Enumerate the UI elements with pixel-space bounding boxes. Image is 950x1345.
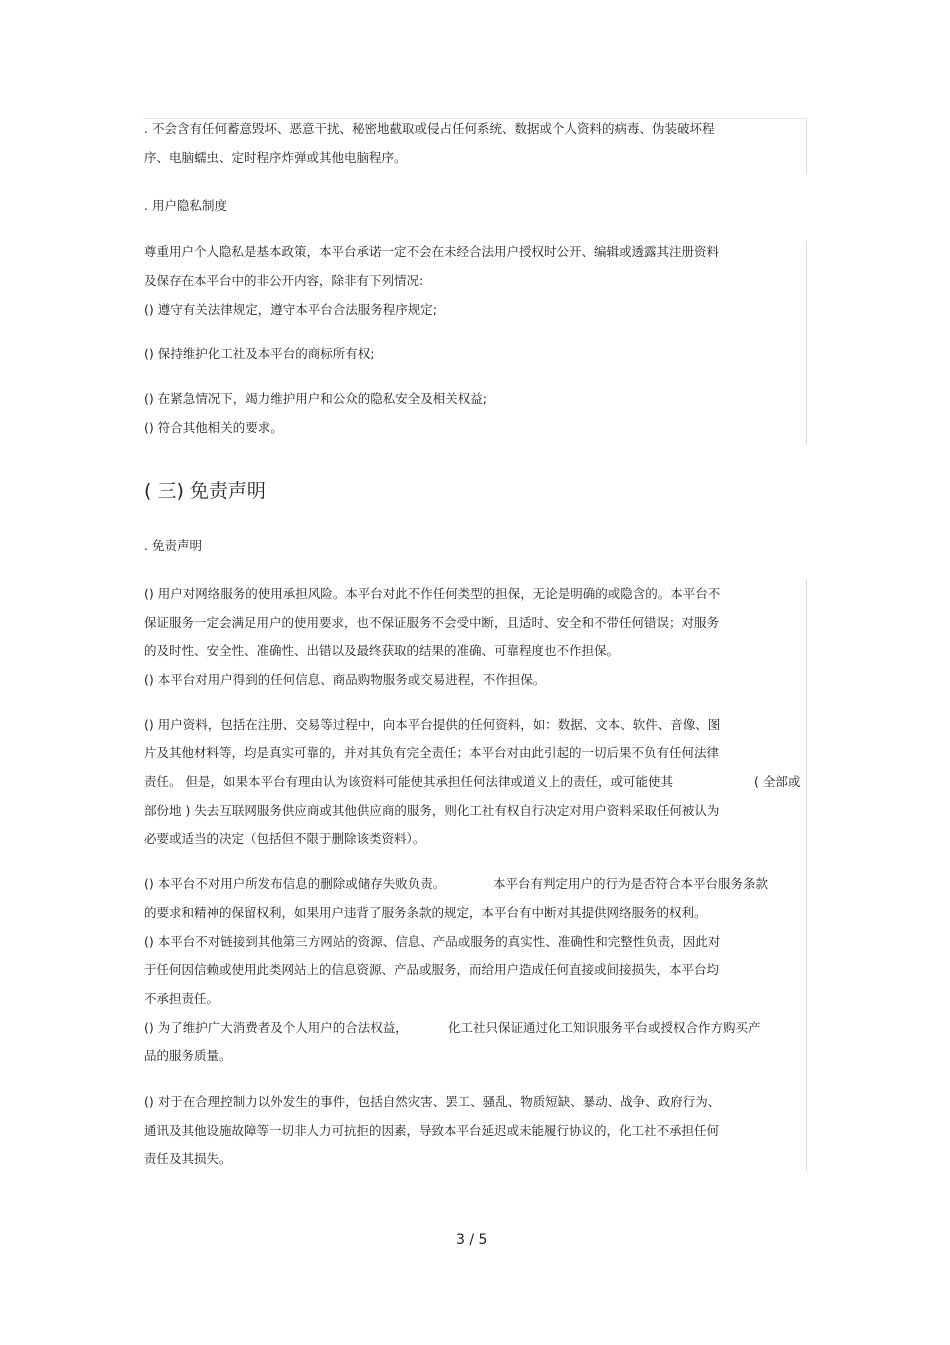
body-line: 及保存在本平台中的非公开内容，除非有下列情况: <box>144 273 424 288</box>
body-line: 的要求和精神的保留权利，如果用户违背了服务条款的规定，本平台有中断对其提供网络服务的权利。 <box>144 905 707 920</box>
body-line: 部份地 ) 失去互联网服务供应商或其他供应商的服务，则化工社有权自行决定对用户资料采取任何被认为 <box>144 803 720 818</box>
body-line: 片及其他材料等，均是真实可靠的，并对其负有完全责任；本平台对由此引起的一切后果不负有任何法律 <box>144 745 720 760</box>
list-item: () 本平台不对用户所发布信息的删除或储存失败负责。 <box>144 876 446 891</box>
body-line: 责任及其损失。 <box>144 1151 232 1166</box>
list-item: () 在紧急情况下，竭力维护用户和公众的隐私安全及相关权益; <box>144 391 487 406</box>
body-line: 不承担责任。 <box>144 991 220 1006</box>
body-line: 序、电脑蠕虫、定时程序炸弹或其他电脑程序。 <box>144 150 407 165</box>
body-line: . 不会含有任何蓄意毁坏、恶意干扰、秘密地截取或侵占任何系统、数据或个人资料的病毒、伪装破坏程 <box>144 121 715 136</box>
body-line: 责任。 但是，如果本平台有理由认为该资料可能使其承担任何法律或道义上的责任，或可能使其 <box>144 774 673 789</box>
right-rule-3 <box>806 580 807 1171</box>
body-line: 必要或适当的决定（包括但不限于删除该类资料）。 <box>144 831 426 846</box>
body-line: ( 全部或 <box>754 774 801 789</box>
list-item: () 为了维护广大消费者及个人用户的合法权益， <box>144 1020 408 1035</box>
list-item: () 用户对网络服务的使用承担风险。本平台对此不作任何类型的担保，无论是明确的或隐含的。本平台不 <box>144 586 721 601</box>
body-line: 品的服务质量。 <box>144 1048 232 1063</box>
body-line: 尊重用户个人隐私是基本政策，本平台承诺一定不会在未经合法用户授权时公开、编辑或透露其注册资料 <box>144 244 720 259</box>
page-number: 3 / 5 <box>456 1232 488 1248</box>
list-item: () 本平台对用户得到的任何信息、商品购物服务或交易进程，不作担保。 <box>144 672 546 687</box>
list-item: () 保持维护化工社及本平台的商标所有权; <box>144 346 375 361</box>
body-line: 于任何因信赖或使用此类网站上的信息资源、产品或服务，而给用户造成任何直接或间接损失，本平台均 <box>144 962 720 977</box>
right-rule-1 <box>806 118 807 174</box>
list-item: () 遵守有关法律规定，遵守本平台合法服务程序规定; <box>144 302 437 317</box>
list-item: () 符合其他相关的要求。 <box>144 420 283 435</box>
list-item: () 用户资料，包括在注册、交易等过程中，向本平台提供的任何资料，如：数据、文本、软件、音像、图 <box>144 717 721 732</box>
body-line: 通讯及其他设施故障等一切非人力可抗拒的因素，导致本平台延迟或未能履行协议的，化工社不承担任何 <box>144 1123 720 1138</box>
subsection-heading: . 免责声明 <box>144 538 202 553</box>
top-rule <box>143 118 807 119</box>
right-rule-2 <box>806 241 807 444</box>
body-line: 保证服务一定会满足用户的使用要求，也不保证服务不会受中断，且适时、安全和不带任何错误；对服务 <box>144 615 720 630</box>
body-line: 本平台有判定用户的行为是否符合本平台服务条款 <box>493 876 769 891</box>
list-item: () 本平台不对链接到其他第三方网站的资源、信息、产品或服务的真实性、准确性和完整性负责，因此对 <box>144 934 721 949</box>
subsection-heading: . 用户隐私制度 <box>144 198 227 213</box>
section-heading: ( 三) 免责声明 <box>144 480 266 502</box>
body-line: 的及时性、安全性、准确性、出错以及最终获取的结果的准确、可靠程度也不作担保。 <box>144 643 620 658</box>
body-line: 化工社只保证通过化工知识服务平台或授权合作方购买产 <box>448 1020 761 1035</box>
list-item: () 对于在合理控制力以外发生的事件，包括自然灾害、罢工、骚乱、物质短缺、暴动、战争、政府行为、 <box>144 1094 721 1109</box>
